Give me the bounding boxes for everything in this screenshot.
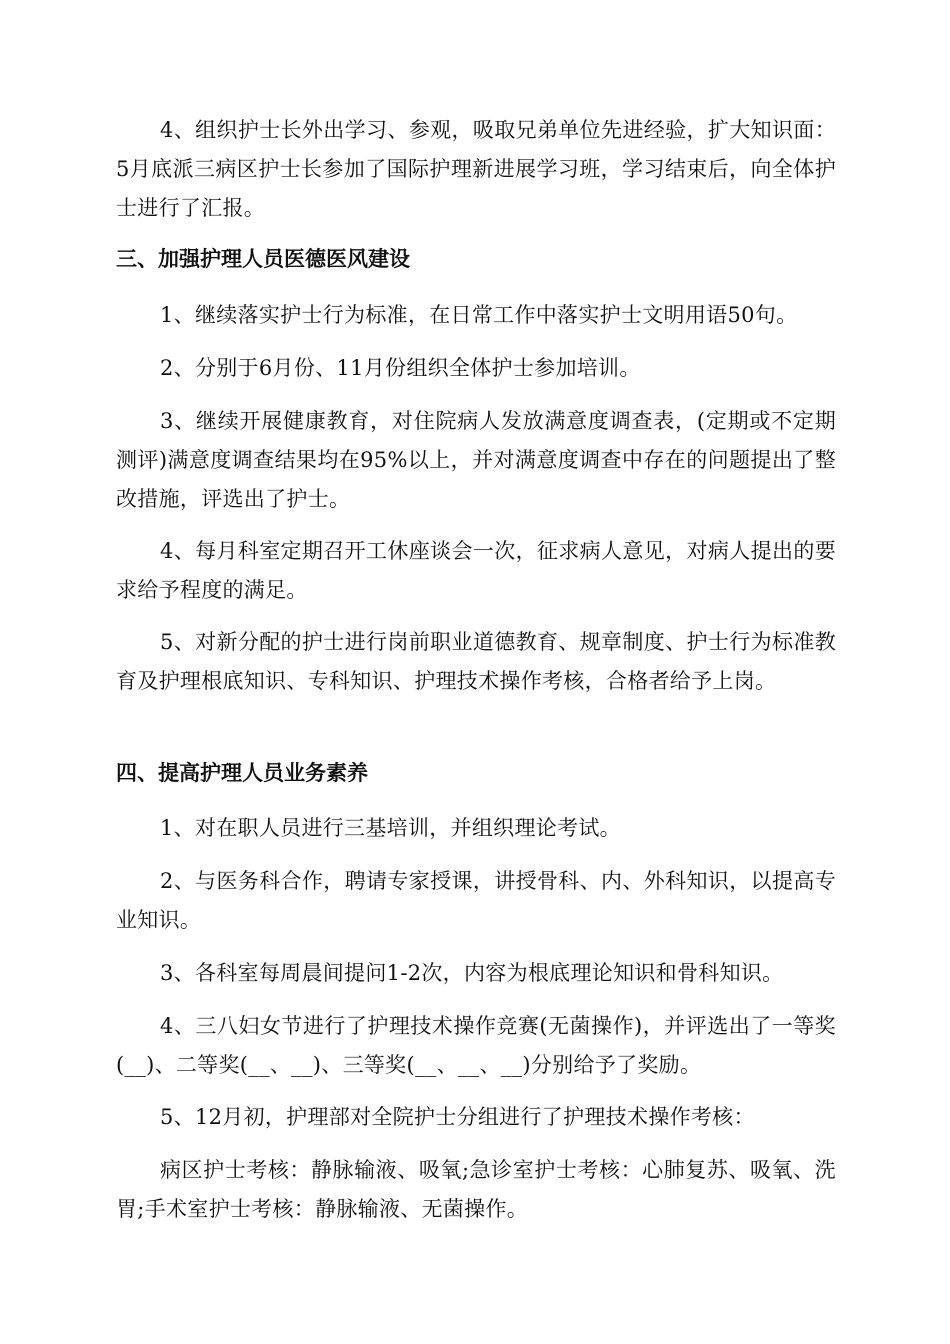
paragraph-section3-item5: 5、对新分配的护士进行岗前职业道德教育、规章制度、护士行为标准教育及护理根底知识、专科知识、护理技术操作考核，合格者给予上岗。 bbox=[116, 630, 836, 693]
paragraph-section3-item1: 1、继续落实护士行为标准，在日常工作中落实护士文明用语50句。 bbox=[160, 303, 798, 327]
paragraph-section4-item2: 2、与医务科合作，聘请专家授课，讲授骨科、内、外科知识，以提高专业知识。 bbox=[116, 869, 836, 932]
paragraph-section4-item6: 病区护士考核：静脉输液、吸氧;急诊室护士考核：心肺复苏、吸氧、洗胃;手术室护士考核：静脉输液、无菌操作。 bbox=[116, 1158, 836, 1221]
paragraph-section4-item5: 5、12月初，护理部对全院护士分组进行了护理技术操作考核： bbox=[160, 1105, 755, 1129]
paragraph-section2-item4: 4、组织护士长外出学习、参观，吸取兄弟单位先进经验，扩大知识面：5月底派三病区护士长参加了国际护理新进展学习班，学习结束后，向全体护士进行了汇报。 bbox=[116, 118, 836, 220]
paragraph-section4-item3: 3、各科室每周晨间提问1-2次，内容为根底理论知识和骨科知识。 bbox=[160, 961, 784, 985]
paragraph-section3-item2: 2、分别于6月份、11月份组织全体护士参加培训。 bbox=[160, 356, 641, 380]
paragraph-section3-item4: 4、每月科室定期召开工休座谈会一次，征求病人意见，对病人提出的要求给予程度的满足。 bbox=[116, 539, 836, 602]
section-heading-3: 三、加强护理人员医德医风建设 bbox=[116, 247, 410, 271]
paragraph-section3-item3: 3、继续开展健康教育，对住院病人发放满意度调查表，(定期或不定期测评)满意度调查结果均在95%以上，并对满意度调查中存在的问题提出了整改措施，评选出了护士。 bbox=[116, 409, 836, 511]
section-heading-4: 四、提高护理人员业务素养 bbox=[116, 761, 368, 785]
paragraph-section4-item4: 4、三八妇女节进行了护理技术操作竞赛(无菌操作)，并评选出了一等奖(__)、二等奖(__、__)、三等奖(__、__、__)分别给予了奖励。 bbox=[116, 1014, 836, 1077]
paragraph-section4-item1: 1、对在职人员进行三基培训，并组织理论考试。 bbox=[160, 816, 621, 840]
